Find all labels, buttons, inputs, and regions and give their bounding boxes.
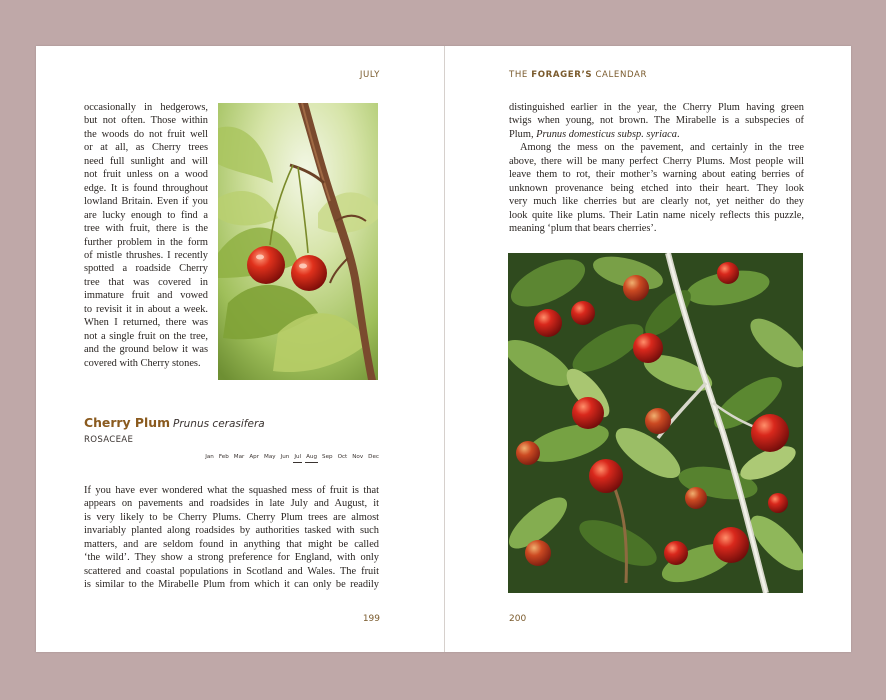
text-fragment: Plum, [509,128,537,140]
text-line: look quite like plums. Their Latin name nicely reflects this puzzle, [509,209,804,221]
text-line: is very likely to be Cherry Plums. Cherry Plum trees are almost [84,511,379,523]
text-line: to revisit it in about a week. [84,303,208,315]
month-oct: Oct [337,454,348,460]
text-line: occasionally in hedgerows, [84,102,208,113]
text-line: covered with Cherry stones. [84,357,201,369]
text-line: matters, and are seldom found in anything that might be called [84,538,379,550]
month-may: May [264,454,276,460]
plant-family: ROSACEAE [84,435,134,445]
text-line: the woods do not fruit well [84,128,208,140]
text-line: spotted a roadside Cherry [84,263,208,275]
entry-title: Cherry Plum [84,415,170,430]
text-line: tree that was covered in [84,276,208,288]
month-jan: Jan [205,454,214,460]
text-line: and the ground below it was [84,344,208,356]
month-mar: Mar [233,454,245,460]
text-line: need full sunlight and will [84,155,208,167]
continued-text [509,101,804,236]
latin-subspecies: Prunus domesticus subsp. syriaca [536,128,677,140]
month-nov: Nov [352,454,364,460]
left-page [36,46,444,652]
cherry-plum-photo [508,253,803,593]
cherry-plum-image [508,253,803,593]
text-fragment: . [677,128,680,140]
text-line: is similar to the Mirabelle Plum from which it can only be readily [84,579,379,591]
text-line: invariably planted along roadsides by authorities tasked with such [84,525,379,537]
text-line: further problem in the form [84,236,208,248]
page-number-left: 199 [362,614,380,624]
text-line: but not often. Those within [84,115,208,127]
month-jul: Jul [293,454,302,463]
season-calendar [204,454,380,463]
text-line: scattered and coastal populations in Scotland and Wales. The fruit [84,565,379,577]
entry-heading [84,412,384,445]
text-line: are lucky enough to find a [84,209,208,221]
text-line: not fruit unless on a wood [84,169,208,181]
text-line: not a single fruit on the tree, [84,330,208,342]
running-head-right [509,70,647,80]
book-spread [36,46,851,652]
text-line: leave them to rot, their mother’s warning about eating berries of [509,169,804,181]
entry-latin-name: Prunus cerasifera [173,418,265,430]
running-head-prefix: THE [509,70,532,80]
text-line: meaning ‘plum that bears cherries’. [509,223,657,235]
text-line: very much like cherries but are clearly not, yet neither do they [509,196,804,208]
month-feb: Feb [218,454,229,460]
text-line: edge. It is found throughout [84,182,208,194]
text-line: ‘the wild’. They show a strong preference for England, with only [84,552,379,564]
text-line: lowland Britain. Even if you [84,196,208,208]
cherry-photo [218,103,378,380]
text-line: If you have ever wondered what the squashed mess of fruit is that [84,485,379,496]
text-line: immature fruit and vowed [84,290,208,302]
text-line [509,128,804,141]
text-line: distinguished earlier in the year, the Cherry Plum having green [509,102,804,113]
text-line: or at all, as Cherry trees [84,142,208,154]
text-line: Among the mess on the pavement, and certainly in the tree [520,142,804,154]
month-dec: Dec [368,454,379,460]
text-line: unknown provenance being etched into their heart. They look [509,182,804,194]
text-line: tree with fruit, there is the [84,223,208,235]
month-sep: Sep [322,454,333,460]
page-number-right: 200 [509,614,527,624]
text-line: above, there will be many perfect Cherry Plums. Most people will [509,155,804,167]
text-line: of mistle thrushes. I recently [84,249,208,261]
paragraph [509,141,804,235]
text-line: twigs when young, not brown. The Mirabelle is a subspecies of [509,115,804,127]
narrow-column-text [84,101,208,370]
month-apr: Apr [249,454,260,460]
cherry-plum-text [84,484,379,592]
right-page [445,46,851,652]
cherry-image [218,103,378,380]
text-line: When I returned, there was [84,317,208,329]
running-head-suffix: CALENDAR [592,70,648,80]
running-head-left: JULY [359,70,380,80]
text-line: appears on pavements and roadsides in late July and August, it [84,498,379,510]
month-jun: Jun [280,454,290,460]
month-aug: Aug [305,454,318,463]
running-head-bold: FORAGER’S [531,70,593,80]
